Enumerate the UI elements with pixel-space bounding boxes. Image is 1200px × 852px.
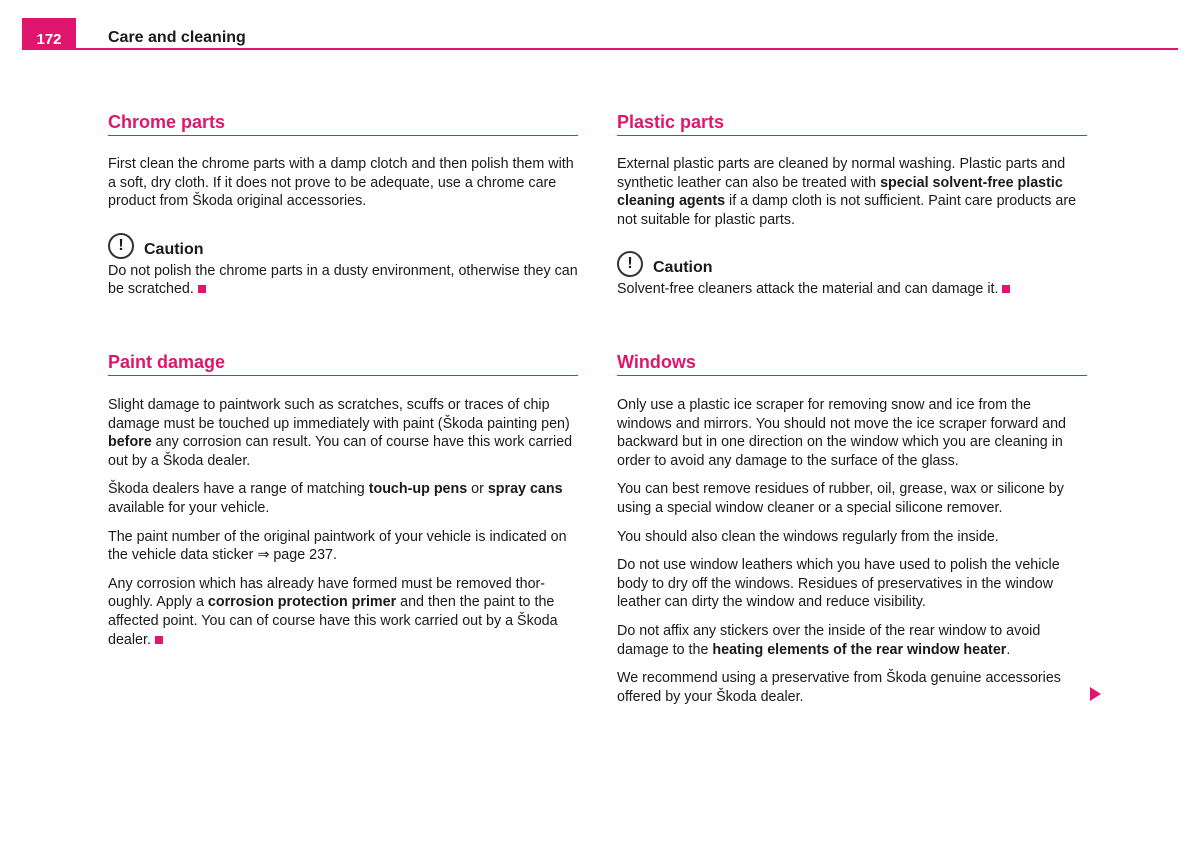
paragraph: First clean the chrome parts with a damp clotch and then polish them with a soft, dry cloth. If it does not prove to be adequate, use a chrome care product from Škoda original accessories. (108, 156, 574, 210)
section-title: Chrome parts (108, 112, 578, 136)
caution-box (108, 229, 578, 299)
section-windows (617, 352, 1087, 716)
section-end-mark (198, 285, 206, 293)
caution-icon: ! (108, 233, 134, 259)
paragraph: Any corrosion which has already have formed must be removed thoroughly. Apply a corrosion protection primer and then the paint to the affected point. You can of course have this work carried out by a Škoda dealer. (108, 575, 558, 648)
caution-box (617, 247, 1087, 299)
caution-text: Solvent-free cleaners attack the material and can damage it. (617, 280, 1087, 299)
caution-label: Caution (144, 240, 204, 258)
section-chrome-parts (108, 112, 578, 309)
paragraph: You should also clean the windows regularly from the inside. (617, 528, 999, 545)
section-end-mark (155, 636, 163, 644)
caution-label: Caution (653, 259, 713, 277)
header-rule (22, 48, 1178, 50)
paragraph: Only use a plastic ice scraper for removing snow and ice from the windows and mirrors. You should not move the ice scraper forward and backward but in one direction on the window which you are cleaning in order to avoid any damage to the surface of the glass. (617, 397, 1066, 469)
page-header-title: Care and cleaning (108, 29, 246, 46)
section-paint-damage (108, 352, 578, 659)
section-plastic-parts (617, 112, 1087, 309)
paragraph: We recommend using a preservative from Škoda genuine accessories offered by your Škoda dealer. (617, 670, 1061, 705)
section-end-mark (1002, 285, 1010, 293)
section-title: Plastic parts (617, 112, 1087, 136)
caution-icon: ! (617, 251, 643, 277)
paragraph: Do not use window leathers which you have used to polish the vehicle body to dry off the windows. Residues of preservatives in the window leather can dirty the window and reduce visibility. (617, 557, 1060, 611)
next-page-arrow-icon (1090, 687, 1101, 701)
paragraph: Škoda dealers have a range of matching touch-up pens or spray cans available for your vehicle. (108, 481, 563, 516)
caution-text: Do not polish the chrome parts in a dusty environment, otherwise they can be scratched. (108, 262, 578, 298)
paragraph: External plastic parts are cleaned by normal washing. Plastic parts and synthetic leather can also be treated with special solvent-free plastic cleaning agents if a damp cloth is not sufficient. Paint care products are not suitable for plastic parts. (617, 156, 1077, 228)
paragraph: Slight damage to paintwork such as scratches, scuffs or traces of chip damage must be touched up immediately with paint (Škoda painting pen) before any corrosion can result. You can of course have this work carried out by a Škoda dealer. (108, 397, 573, 469)
page-number: 172 (22, 18, 76, 49)
paragraph: You can best remove residues of rubber, oil, grease, wax or silicone by using a special window cleaner or a special silicone remover. (617, 481, 1064, 516)
paragraph: The paint number of the original paintwork of your vehicle is indicated on the vehicle data sticker ⇒ page 237. (108, 528, 567, 564)
section-title: Paint damage (108, 352, 578, 376)
section-title: Windows (617, 352, 1087, 376)
paragraph: Do not affix any stickers over the inside of the rear window to avoid damage to the heating elements of the rear window heater. (617, 622, 1041, 658)
